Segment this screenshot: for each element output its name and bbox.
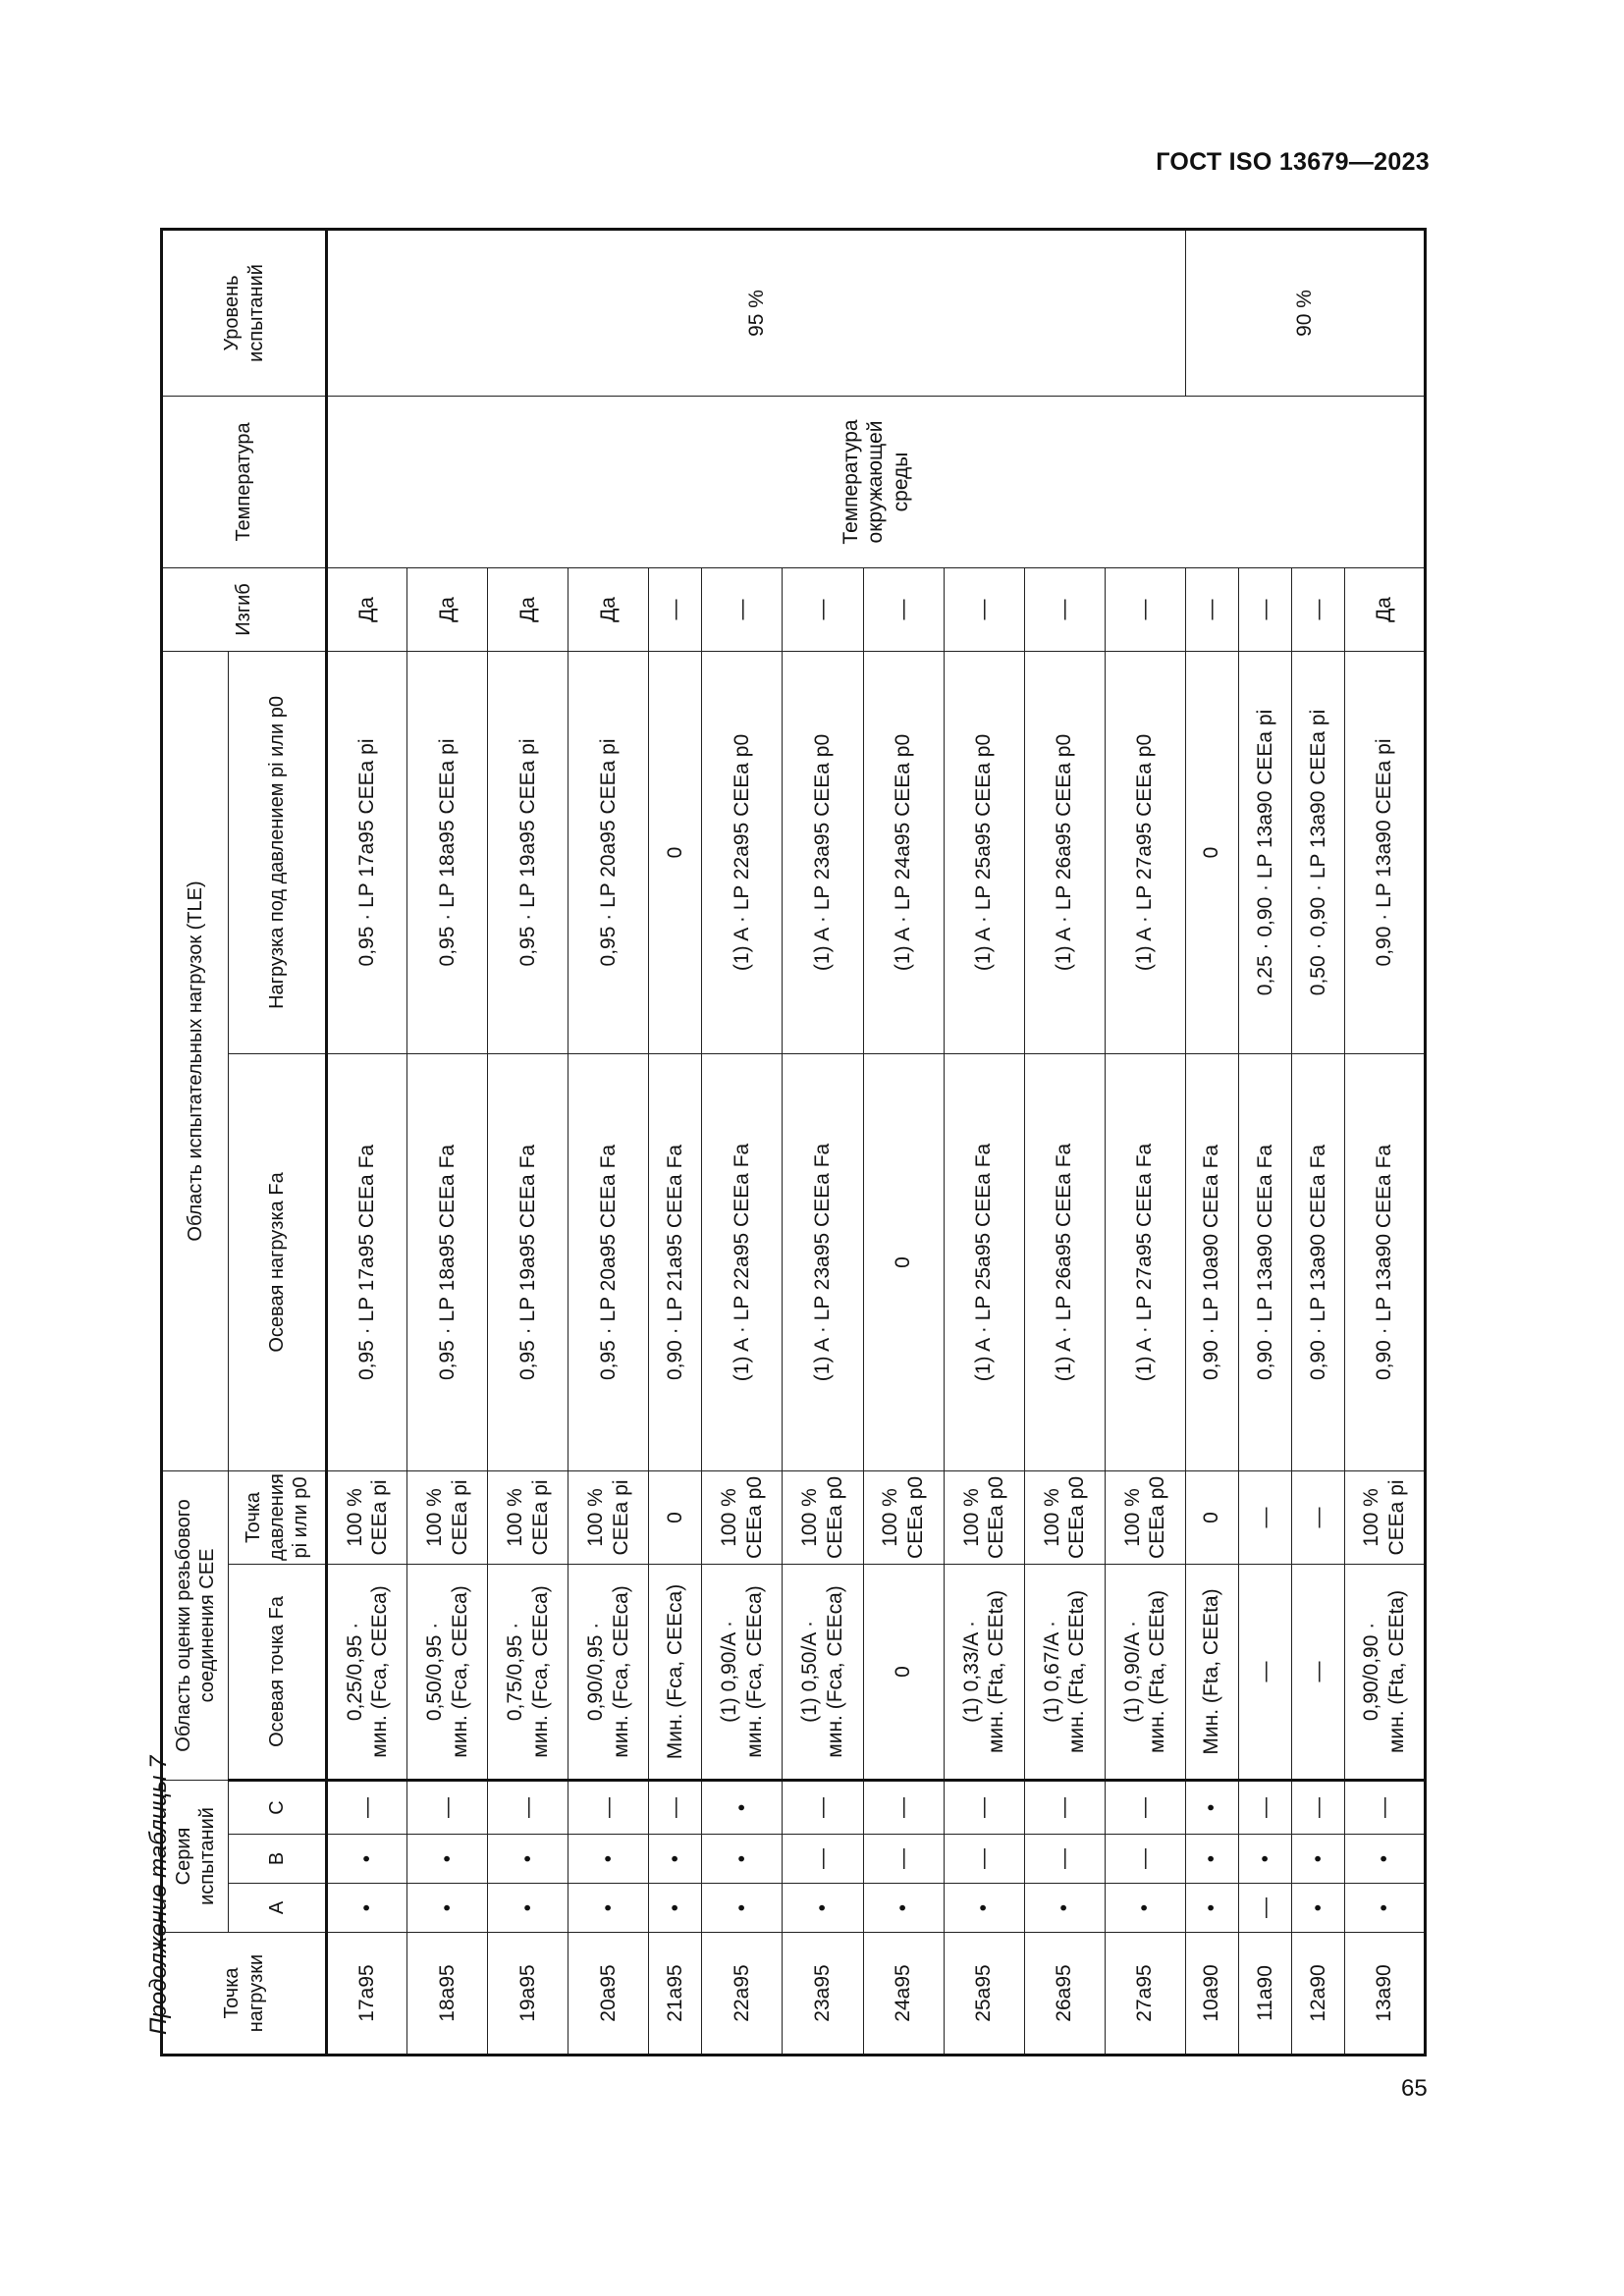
pressure-load-cell: (1) A · LP 27a95 CEEa p0 (1105, 651, 1185, 1053)
bending-cell: — (863, 567, 944, 651)
axial-load-cell: 0,95 · LP 18a95 CEEa Fa (407, 1053, 488, 1470)
axial-load-cell: (1) A · LP 25a95 CEEa Fa (944, 1053, 1024, 1470)
load-table (160, 228, 1427, 2056)
pressure-point-cell: 100 % CEEa p0 (783, 1470, 863, 1564)
axial-load-cell: 0,90 · LP 13a90 CEEa Fa (1291, 1053, 1344, 1470)
axial-load-cell: (1) A · LP 23a95 CEEa Fa (783, 1053, 863, 1470)
series-b-cell: • (649, 1835, 702, 1884)
axial-point-cell: Мин. (Fta, CEEta) (1185, 1564, 1238, 1780)
axial-point-cell: Мин. (Fca, CEEca) (649, 1564, 702, 1780)
series-c-cell: — (1238, 1780, 1291, 1834)
axial-point-cell: (1) 0,33/A · мин. (Fta, CEEta) (944, 1564, 1024, 1780)
load-point: 22a95 (702, 1933, 783, 2056)
bending-cell: — (702, 567, 783, 651)
axial-load-cell: 0,90 · LP 10a90 CEEa Fa (1185, 1053, 1238, 1470)
load-point: 17a95 (327, 1933, 407, 2056)
load-point: 27a95 (1105, 1933, 1185, 2056)
header-cee-region: Область оценки резьбового соединения CEE (162, 1470, 229, 1780)
pressure-load-cell: 0,95 · LP 18a95 CEEa pi (407, 651, 488, 1053)
series-b-cell: — (1024, 1835, 1105, 1884)
axial-point-cell: 0,25/0,95 · мин. (Fca, CEEca) (327, 1564, 407, 1780)
series-b-cell: — (783, 1835, 863, 1884)
axial-point-cell: 0,50/0,95 · мин. (Fca, CEEca) (407, 1564, 488, 1780)
pressure-load-cell: 0 (1185, 651, 1238, 1053)
pressure-point-cell: 100 % CEEa pi (407, 1470, 488, 1564)
series-c-cell: — (649, 1780, 702, 1834)
header-series-c: C (229, 1780, 327, 1834)
load-point: 18a95 (407, 1933, 488, 2056)
header-pressure-load: Нагрузка под давлением pi или p0 (229, 651, 327, 1053)
test-level-95-cell: 95 % (327, 229, 1186, 396)
pressure-point-cell: 100 % CEEa p0 (863, 1470, 944, 1564)
header-pressure-point: Точка давления pi или p0 (229, 1470, 327, 1564)
series-a-cell: • (488, 1884, 568, 1933)
axial-load-cell: 0,95 · LP 20a95 CEEa Fa (568, 1053, 649, 1470)
series-b-cell: — (1105, 1835, 1185, 1884)
pressure-point-cell: 100 % CEEa p0 (1105, 1470, 1185, 1564)
load-point: 11a90 (1238, 1933, 1291, 2056)
series-a-cell: • (1185, 1884, 1238, 1933)
series-b-cell: • (488, 1835, 568, 1884)
bending-cell: — (1105, 567, 1185, 651)
series-b-cell: • (1291, 1835, 1344, 1884)
page-number: 65 (1401, 2075, 1428, 2102)
pressure-load-cell: 0,50 · 0,90 · LP 13a90 CEEa pi (1291, 651, 1344, 1053)
pressure-point-cell: 100 % CEEa p0 (1024, 1470, 1105, 1564)
pressure-point-cell: 0 (649, 1470, 702, 1564)
series-c-cell: — (1291, 1780, 1344, 1834)
bending-cell: — (649, 567, 702, 651)
axial-point-cell: (1) 0,90/A · мин. (Fca, CEEca) (702, 1564, 783, 1780)
series-c-cell: — (568, 1780, 649, 1834)
bending-cell: — (1024, 567, 1105, 651)
pressure-point-cell: 100 % CEEa pi (568, 1470, 649, 1564)
header-bending: Изгиб (162, 567, 327, 651)
series-a-cell: • (407, 1884, 488, 1933)
pressure-load-cell: 0,25 · 0,90 · LP 13a90 CEEa pi (1238, 651, 1291, 1053)
pressure-point-cell: 0 (1185, 1470, 1238, 1564)
pressure-point-cell: 100 % CEEa p0 (944, 1470, 1024, 1564)
pressure-load-cell: 0,95 · LP 20a95 CEEa pi (568, 651, 649, 1053)
axial-load-cell: 0 (863, 1053, 944, 1470)
series-c-cell: — (1105, 1780, 1185, 1834)
series-c-cell: — (488, 1780, 568, 1834)
series-c-cell: • (1185, 1780, 1238, 1834)
test-level-90-cell: 90 % (1185, 229, 1425, 396)
temperature-cell: Температура окружающей среды (327, 396, 1426, 567)
load-point: 10a90 (1185, 1933, 1238, 2056)
series-a-cell: • (1344, 1884, 1425, 1933)
rotated-table-container (160, 231, 1427, 2056)
load-point: 21a95 (649, 1933, 702, 2056)
axial-load-cell: (1) A · LP 26a95 CEEa Fa (1024, 1053, 1105, 1470)
bending-cell: — (1291, 567, 1344, 651)
axial-load-cell: 0,90 · LP 13a90 CEEa Fa (1344, 1053, 1425, 1470)
pressure-load-cell: 0,95 · LP 19a95 CEEa pi (488, 651, 568, 1053)
series-b-cell: • (702, 1835, 783, 1884)
header-axial-point: Осевая точка Fa (229, 1564, 327, 1780)
series-c-cell: — (407, 1780, 488, 1834)
axial-load-cell: 0,95 · LP 19a95 CEEa Fa (488, 1053, 568, 1470)
pressure-load-cell: 0 (649, 651, 702, 1053)
series-b-cell: • (568, 1835, 649, 1884)
header-axial-load: Осевая нагрузка Fa (229, 1053, 327, 1470)
pressure-load-cell: (1) A · LP 26a95 CEEa p0 (1024, 651, 1105, 1053)
axial-point-cell: (1) 0,90/A · мин. (Fta, CEEta) (1105, 1564, 1185, 1780)
header-temperature: Температура (162, 396, 327, 567)
load-point: 12a90 (1291, 1933, 1344, 2056)
bending-cell: — (1238, 567, 1291, 651)
header-series-a: A (229, 1884, 327, 1933)
header-load-point: Точка нагрузки (162, 1933, 327, 2056)
axial-load-cell: 0,90 · LP 21a95 CEEa Fa (649, 1053, 702, 1470)
axial-point-cell: (1) 0,50/A · мин. (Fca, CEEca) (783, 1564, 863, 1780)
series-a-cell: • (863, 1884, 944, 1933)
series-b-cell: — (944, 1835, 1024, 1884)
pressure-load-cell: (1) A · LP 23a95 CEEa p0 (783, 651, 863, 1053)
bending-cell: Да (1344, 567, 1425, 651)
pressure-load-cell: 0,90 · LP 13a90 CEEa pi (1344, 651, 1425, 1053)
pressure-point-cell: — (1291, 1470, 1344, 1564)
series-b-cell: • (1238, 1835, 1291, 1884)
pressure-point-cell: 100 % CEEa p0 (702, 1470, 783, 1564)
series-b-cell: • (407, 1835, 488, 1884)
series-c-cell: — (783, 1780, 863, 1834)
series-c-cell: — (1024, 1780, 1105, 1834)
series-c-cell: — (327, 1780, 407, 1834)
bending-cell: Да (327, 567, 407, 651)
axial-load-cell: 0,90 · LP 13a90 CEEa Fa (1238, 1053, 1291, 1470)
header-series: Серия испытаний (162, 1780, 229, 1932)
pressure-point-cell: 100 % CEEa pi (1344, 1470, 1425, 1564)
axial-point-cell: (1) 0,67/A · мин. (Fta, CEEta) (1024, 1564, 1105, 1780)
series-a-cell: • (1105, 1884, 1185, 1933)
series-a-cell: • (702, 1884, 783, 1933)
table-continuation-caption: Продолжение таблицы 7 (145, 1755, 172, 2035)
pressure-load-cell: 0,95 · LP 17a95 CEEa pi (327, 651, 407, 1053)
axial-point-cell: 0,75/0,95 · мин. (Fca, CEEca) (488, 1564, 568, 1780)
pressure-load-cell: (1) A · LP 25a95 CEEa p0 (944, 651, 1024, 1053)
table-row (327, 229, 407, 2055)
series-a-cell: • (1024, 1884, 1105, 1933)
bending-cell: — (1185, 567, 1238, 651)
bending-cell: Да (568, 567, 649, 651)
series-c-cell: — (863, 1780, 944, 1834)
series-a-cell: • (568, 1884, 649, 1933)
series-b-cell: • (1344, 1835, 1425, 1884)
bending-cell: Да (488, 567, 568, 651)
axial-point-cell: 0 (863, 1564, 944, 1780)
series-a-cell: • (1291, 1884, 1344, 1933)
series-a-cell: • (649, 1884, 702, 1933)
series-c-cell: • (702, 1780, 783, 1834)
series-b-cell: — (863, 1835, 944, 1884)
series-a-cell: • (783, 1884, 863, 1933)
header-tle-region: Область испытательных нагрузок (TLE) (162, 651, 229, 1470)
axial-point-cell: — (1238, 1564, 1291, 1780)
load-point: 20a95 (568, 1933, 649, 2056)
load-point: 26a95 (1024, 1933, 1105, 2056)
pressure-point-cell: 100 % CEEa pi (327, 1470, 407, 1564)
series-a-cell: • (944, 1884, 1024, 1933)
load-point: 13a90 (1344, 1933, 1425, 2056)
bending-cell: — (783, 567, 863, 651)
series-c-cell: — (944, 1780, 1024, 1834)
standard-header: ГОСТ ISO 13679—2023 (1156, 148, 1430, 176)
series-b-cell: • (327, 1835, 407, 1884)
pressure-load-cell: (1) A · LP 22a95 CEEa p0 (702, 651, 783, 1053)
load-point: 23a95 (783, 1933, 863, 2056)
bending-cell: — (944, 567, 1024, 651)
series-b-cell: • (1185, 1835, 1238, 1884)
axial-load-cell: 0,95 · LP 17a95 CEEa Fa (327, 1053, 407, 1470)
axial-load-cell: (1) A · LP 27a95 CEEa Fa (1105, 1053, 1185, 1470)
series-c-cell: — (1344, 1780, 1425, 1834)
load-point: 19a95 (488, 1933, 568, 2056)
load-point: 24a95 (863, 1933, 944, 2056)
pressure-point-cell: — (1238, 1470, 1291, 1564)
header-test-level: Уровень испытаний (162, 229, 327, 396)
axial-point-cell: — (1291, 1564, 1344, 1780)
axial-point-cell: 0,90/0,90 · мин. (Fta, CEEta) (1344, 1564, 1425, 1780)
bending-cell: Да (407, 567, 488, 651)
series-a-cell: • (327, 1884, 407, 1933)
axial-load-cell: (1) A · LP 22a95 CEEa Fa (702, 1053, 783, 1470)
pressure-load-cell: (1) A · LP 24a95 CEEa p0 (863, 651, 944, 1053)
pressure-point-cell: 100 % CEEa pi (488, 1470, 568, 1564)
load-point: 25a95 (944, 1933, 1024, 2056)
axial-point-cell: 0,90/0,95 · мин. (Fca, CEEca) (568, 1564, 649, 1780)
series-a-cell: — (1238, 1884, 1291, 1933)
header-series-b: B (229, 1835, 327, 1884)
